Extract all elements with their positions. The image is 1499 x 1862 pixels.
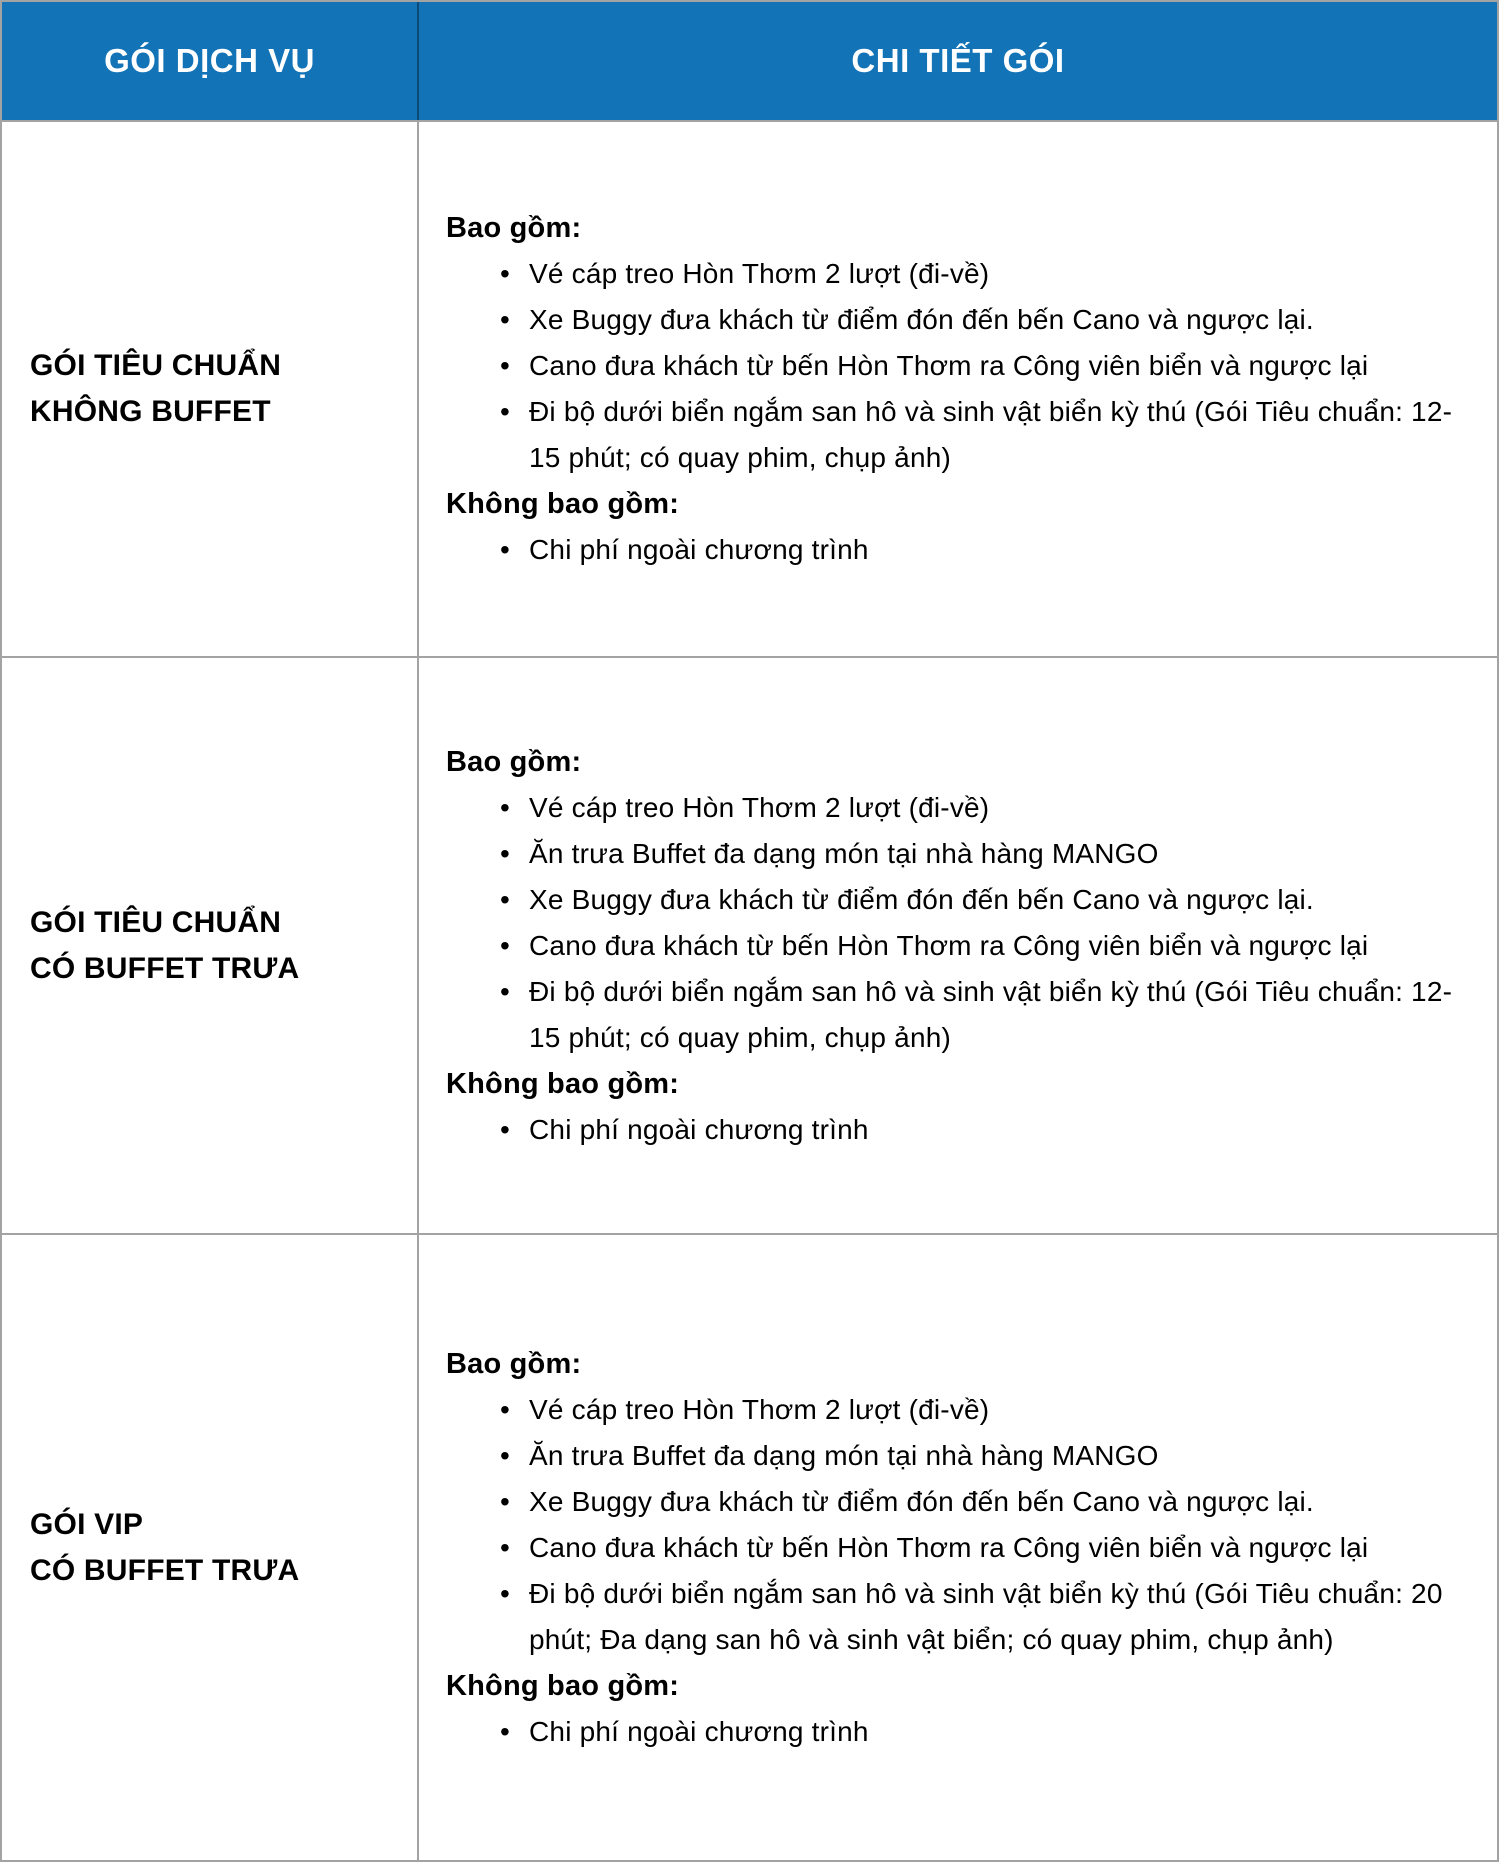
include-heading: Bao gồm: xyxy=(446,1347,582,1380)
list-item: • Vé cáp treo Hòn Thơm 2 lượt (đi-về) xyxy=(446,1387,1475,1433)
header-detail-column: CHI TIẾT GÓI xyxy=(417,2,1497,120)
package-name-cell xyxy=(2,1235,417,1860)
package-detail-cell xyxy=(417,122,1497,656)
include-list xyxy=(446,1387,1475,1663)
list-item: • Chi phí ngoài chương trình xyxy=(446,1709,1475,1755)
list-item: • Ăn trưa Buffet đa dạng món tại nhà hàng MANGO xyxy=(446,1433,1475,1479)
include-heading: Bao gồm: xyxy=(446,212,582,244)
list-item: • Xe Buggy đưa khách từ điểm đón đến bến Cano và ngược lại. xyxy=(446,297,1475,343)
list-item: • Cano đưa khách từ bến Hòn Thơm ra Công viên biển và ngược lại xyxy=(446,923,1475,969)
include-heading: Bao gồm: xyxy=(446,745,582,778)
package-detail-cell xyxy=(417,1235,1497,1860)
list-item: • Chi phí ngoài chương trình xyxy=(446,527,1475,573)
package-name-line: GÓI VIP xyxy=(30,1507,144,1541)
package-name-line: CÓ BUFFET TRƯA xyxy=(30,1553,300,1587)
package-name-cell xyxy=(2,658,417,1233)
exclude-heading: Không bao gồm: xyxy=(446,1669,680,1702)
package-name-line: CÓ BUFFET TRƯA xyxy=(30,951,300,985)
package-detail-cell xyxy=(417,658,1497,1233)
package-name-line: GÓI TIÊU CHUẨN xyxy=(30,905,282,939)
list-item: • Đi bộ dưới biển ngắm san hô và sinh vật biển kỳ thú (Gói Tiêu chuẩn: 12-15 phút; có quay phim, chụp ảnh) xyxy=(446,389,1475,481)
exclude-list xyxy=(446,527,1475,573)
include-list xyxy=(446,785,1475,1061)
list-item: • Xe Buggy đưa khách từ điểm đón đến bến Cano và ngược lại. xyxy=(446,877,1475,923)
header-package-column: GÓI DỊCH VỤ xyxy=(104,42,315,79)
list-item: • Xe Buggy đưa khách từ điểm đón đến bến Cano và ngược lại. xyxy=(446,1479,1475,1525)
list-item: • Cano đưa khách từ bến Hòn Thơm ra Công viên biển và ngược lại xyxy=(446,343,1475,389)
list-item: • Chi phí ngoài chương trình xyxy=(446,1107,1475,1153)
list-item: • Đi bộ dưới biển ngắm san hô và sinh vật biển kỳ thú (Gói Tiêu chuẩn: 20 phút; Đa dạng san hô và sinh vật biển; có quay phim, chụp ảnh) xyxy=(446,1571,1475,1663)
table-row xyxy=(2,120,1497,656)
include-list xyxy=(446,251,1475,481)
list-item: • Đi bộ dưới biển ngắm san hô và sinh vật biển kỳ thú (Gói Tiêu chuẩn: 12-15 phút; có quay phim, chụp ảnh) xyxy=(446,969,1475,1061)
table-header-row xyxy=(2,2,1497,120)
package-name-line: KHÔNG BUFFET xyxy=(30,395,271,428)
list-item: • Ăn trưa Buffet đa dạng món tại nhà hàng MANGO xyxy=(446,831,1475,877)
exclude-heading: Không bao gồm: xyxy=(446,488,680,520)
exclude-heading: Không bao gồm: xyxy=(446,1067,680,1100)
exclude-list xyxy=(446,1107,1475,1153)
list-item: • Vé cáp treo Hòn Thơm 2 lượt (đi-về) xyxy=(446,785,1475,831)
list-item: • Cano đưa khách từ bến Hòn Thơm ra Công viên biển và ngược lại xyxy=(446,1525,1475,1571)
package-name-cell xyxy=(2,122,417,656)
table-row xyxy=(2,1233,1497,1860)
exclude-list xyxy=(446,1709,1475,1755)
package-name-line: GÓI TIÊU CHUẨN xyxy=(30,349,282,382)
list-item: • Vé cáp treo Hòn Thơm 2 lượt (đi-về) xyxy=(446,251,1475,297)
table-row xyxy=(2,656,1497,1233)
